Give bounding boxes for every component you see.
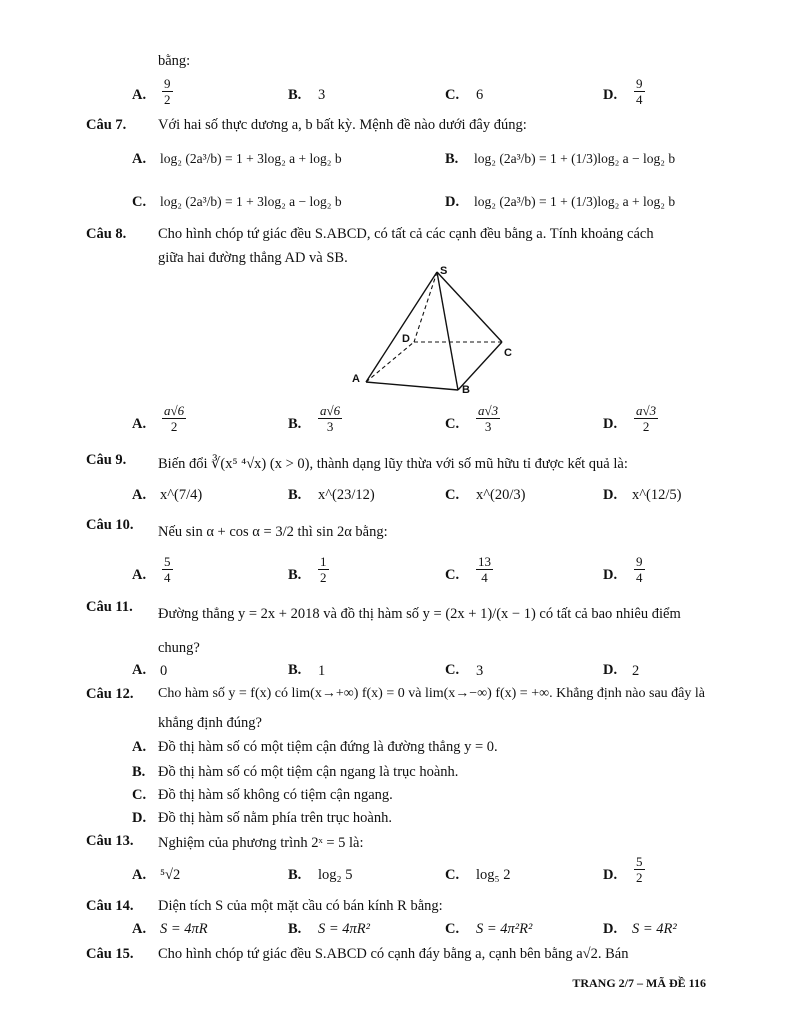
q7-label: Câu 7. [86,117,127,133]
q14-option-d-label: D. [603,921,618,937]
q6-option-a: $\frac{9}{2}$ [164,76,171,107]
q9-option-d-label: D. [603,487,618,503]
q9-option-b-label: B. [288,487,302,503]
edge-ad [366,342,414,382]
q7-option-a: log₂ (2a³/b) = 1 + 3log₂ a + log₂ b [160,151,342,166]
q10-text: Nếu sin α + cos α = 3/2 thì sin 2α bằng: [158,524,388,540]
q14-option-a-label: A. [132,921,147,937]
q12-option-a-label: A. [132,739,147,755]
q11-option-a-label: A. [132,662,147,678]
q11-option-a: 0 [160,663,168,679]
q12-option-b-label: B. [132,764,146,780]
q7-option-c-label: C. [132,194,147,210]
q12-line2: khẳng định đúng? [158,715,262,731]
q8-option-d-label: D. [603,416,618,432]
edge-sa [366,272,437,382]
q9-option-a: x^(7/4) [160,487,203,503]
q13-label: Câu 13. [86,833,134,849]
q8-label: Câu 8. [86,226,127,242]
q8-line2: giữa hai đường thẳng AD và SB. [158,250,348,266]
q13-option-d: $\frac{5}{2}$ [636,854,643,885]
q6-option-c: 6 [476,87,484,103]
q15-label: Câu 15. [86,946,134,962]
q8-line1: Cho hình chóp tứ giác đều S.ABCD, có tất cả các cạnh đều bằng a. Tính khoảng cách [158,226,654,242]
q13-option-b: log₂ 5 [318,867,353,883]
edge-ab [366,382,458,390]
q10-option-c: $\frac{13}{4}$ [478,554,491,585]
page-footer: TRANG 2/7 – MÃ ĐỀ 116 [572,976,706,990]
q8-option-c-label: C. [445,416,460,432]
q15-text: Cho hình chóp tứ giác đều S.ABCD có cạnh đáy bằng a, cạnh bên bằng a√2. Bán [158,946,629,962]
q11-option-b: 1 [318,663,326,679]
q10-option-d: $\frac{9}{4}$ [636,554,643,585]
vertex-s-label: S [440,265,448,277]
edge-bc [458,342,502,390]
q10-option-b: $\frac{1}{2}$ [320,554,327,585]
q11-option-d-label: D. [603,662,618,678]
q13-option-c: log₅ 2 [476,867,511,883]
vertex-c-label: C [504,347,512,359]
q12-option-b: Đồ thị hàm số có một tiệm cận ngang là trục hoành. [158,764,459,780]
q12-label: Câu 12. [86,686,134,702]
q8-option-b: $\frac{a√6}{3}$ [320,403,341,434]
q7-option-b: log₂ (2a³/b) = 1 + (1/3)log₂ a − log₂ b [474,151,676,166]
q10-option-b-label: B. [288,567,302,583]
q11-line2: chung? [158,640,200,656]
q14-option-c: S = 4π²R² [476,921,533,937]
q12-option-d: Đồ thị hàm số nằm phía trên trục hoành. [158,810,392,826]
q11-label: Câu 11. [86,599,133,615]
q9-option-c-label: C. [445,487,460,503]
q7-option-c: log₂ (2a³/b) = 1 + 3log₂ a − log₂ b [160,194,342,209]
vertex-d-label: D [402,333,410,345]
q10-option-c-label: C. [445,567,460,583]
q14-option-d: S = 4R² [632,921,677,937]
q13-option-d-label: D. [603,867,618,883]
q11-line1: Đường thẳng y = 2x + 2018 và đồ thị hàm số y = (2x + 1)/(x − 1) có tất cả bao nhiêu điểm [158,606,681,622]
q6-option-b-label: B. [288,87,302,103]
q14-option-b-label: B. [288,921,302,937]
q14-label: Câu 14. [86,898,134,914]
q8-option-d: $\frac{a√3}{2}$ [636,403,657,434]
q14-option-b: S = 4πR² [318,921,371,937]
q6-option-b: 3 [318,87,326,103]
q8-option-b-label: B. [288,416,302,432]
q13-option-c-label: C. [445,867,460,883]
q9-option-b: x^(23/12) [318,487,375,503]
vertex-a-label: A [352,373,360,385]
q9-option-a-label: A. [132,487,147,503]
q13-text: Nghiệm của phương trình 2ˣ = 5 là: [158,835,364,851]
q13-option-b-label: B. [288,867,302,883]
q8-option-a: $\frac{a√6}{2}$ [164,403,185,434]
q11-option-c-label: C. [445,662,460,678]
q11-option-b-label: B. [288,662,302,678]
q6-tail: bằng: [158,53,191,69]
q7-text: Với hai số thực dương a, b bất kỳ. Mệnh đề nào dưới đây đúng: [158,117,527,133]
q11-option-c: 3 [476,663,484,679]
q14-text: Diện tích S của một mặt cầu có bán kính R bằng: [158,898,443,914]
q12-option-d-label: D. [132,810,147,826]
q6-option-d: $\frac{9}{4}$ [636,76,643,107]
edge-sc [437,272,502,342]
q8-option-c: $\frac{a√3}{3}$ [478,403,499,434]
q10-option-a-label: A. [132,567,147,583]
q11-option-d: 2 [632,663,640,679]
q6-option-d-label: D. [603,87,618,103]
edge-sd [414,272,437,342]
q14-option-c-label: C. [445,921,460,937]
q9-text: Biến đổi ∛(x⁵ ⁴√x) (x > 0), thành dạng lũy thừa với số mũ hữu tỉ được kết quả là: [158,456,628,472]
q13-option-a-label: A. [132,867,147,883]
q12-line1: Cho hàm số y = f(x) có lim(x→+∞) f(x) = 0 và lim(x→−∞) f(x) = +∞. Khẳng định nào sau đây là [158,686,705,701]
q7-option-d: log₂ (2a³/b) = 1 + (1/3)log₂ a + log₂ b [474,194,676,209]
q10-option-a: $\frac{5}{4}$ [164,554,171,585]
pyramid-figure [350,262,520,398]
q13-option-a: ⁵√2 [160,867,181,883]
q9-option-d: x^(12/5) [632,487,682,503]
q7-option-b-label: B. [445,151,459,167]
q12-option-c: Đồ thị hàm số không có tiệm cận ngang. [158,787,393,803]
q9-label: Câu 9. [86,452,127,468]
q6-option-c-label: C. [445,87,460,103]
q14-option-a: S = 4πR [160,921,208,937]
q10-option-d-label: D. [603,567,618,583]
q10-label: Câu 10. [86,517,134,533]
q12-option-a: Đồ thị hàm số có một tiệm cận đứng là đường thẳng y = 0. [158,739,498,755]
q9-option-c: x^(20/3) [476,487,526,503]
q12-option-c-label: C. [132,787,147,803]
edge-sb [437,272,458,390]
q7-option-d-label: D. [445,194,460,210]
q8-option-a-label: A. [132,416,147,432]
q6-option-a-label: A. [132,87,147,103]
q7-option-a-label: A. [132,151,147,167]
vertex-b-label: B [462,384,470,396]
